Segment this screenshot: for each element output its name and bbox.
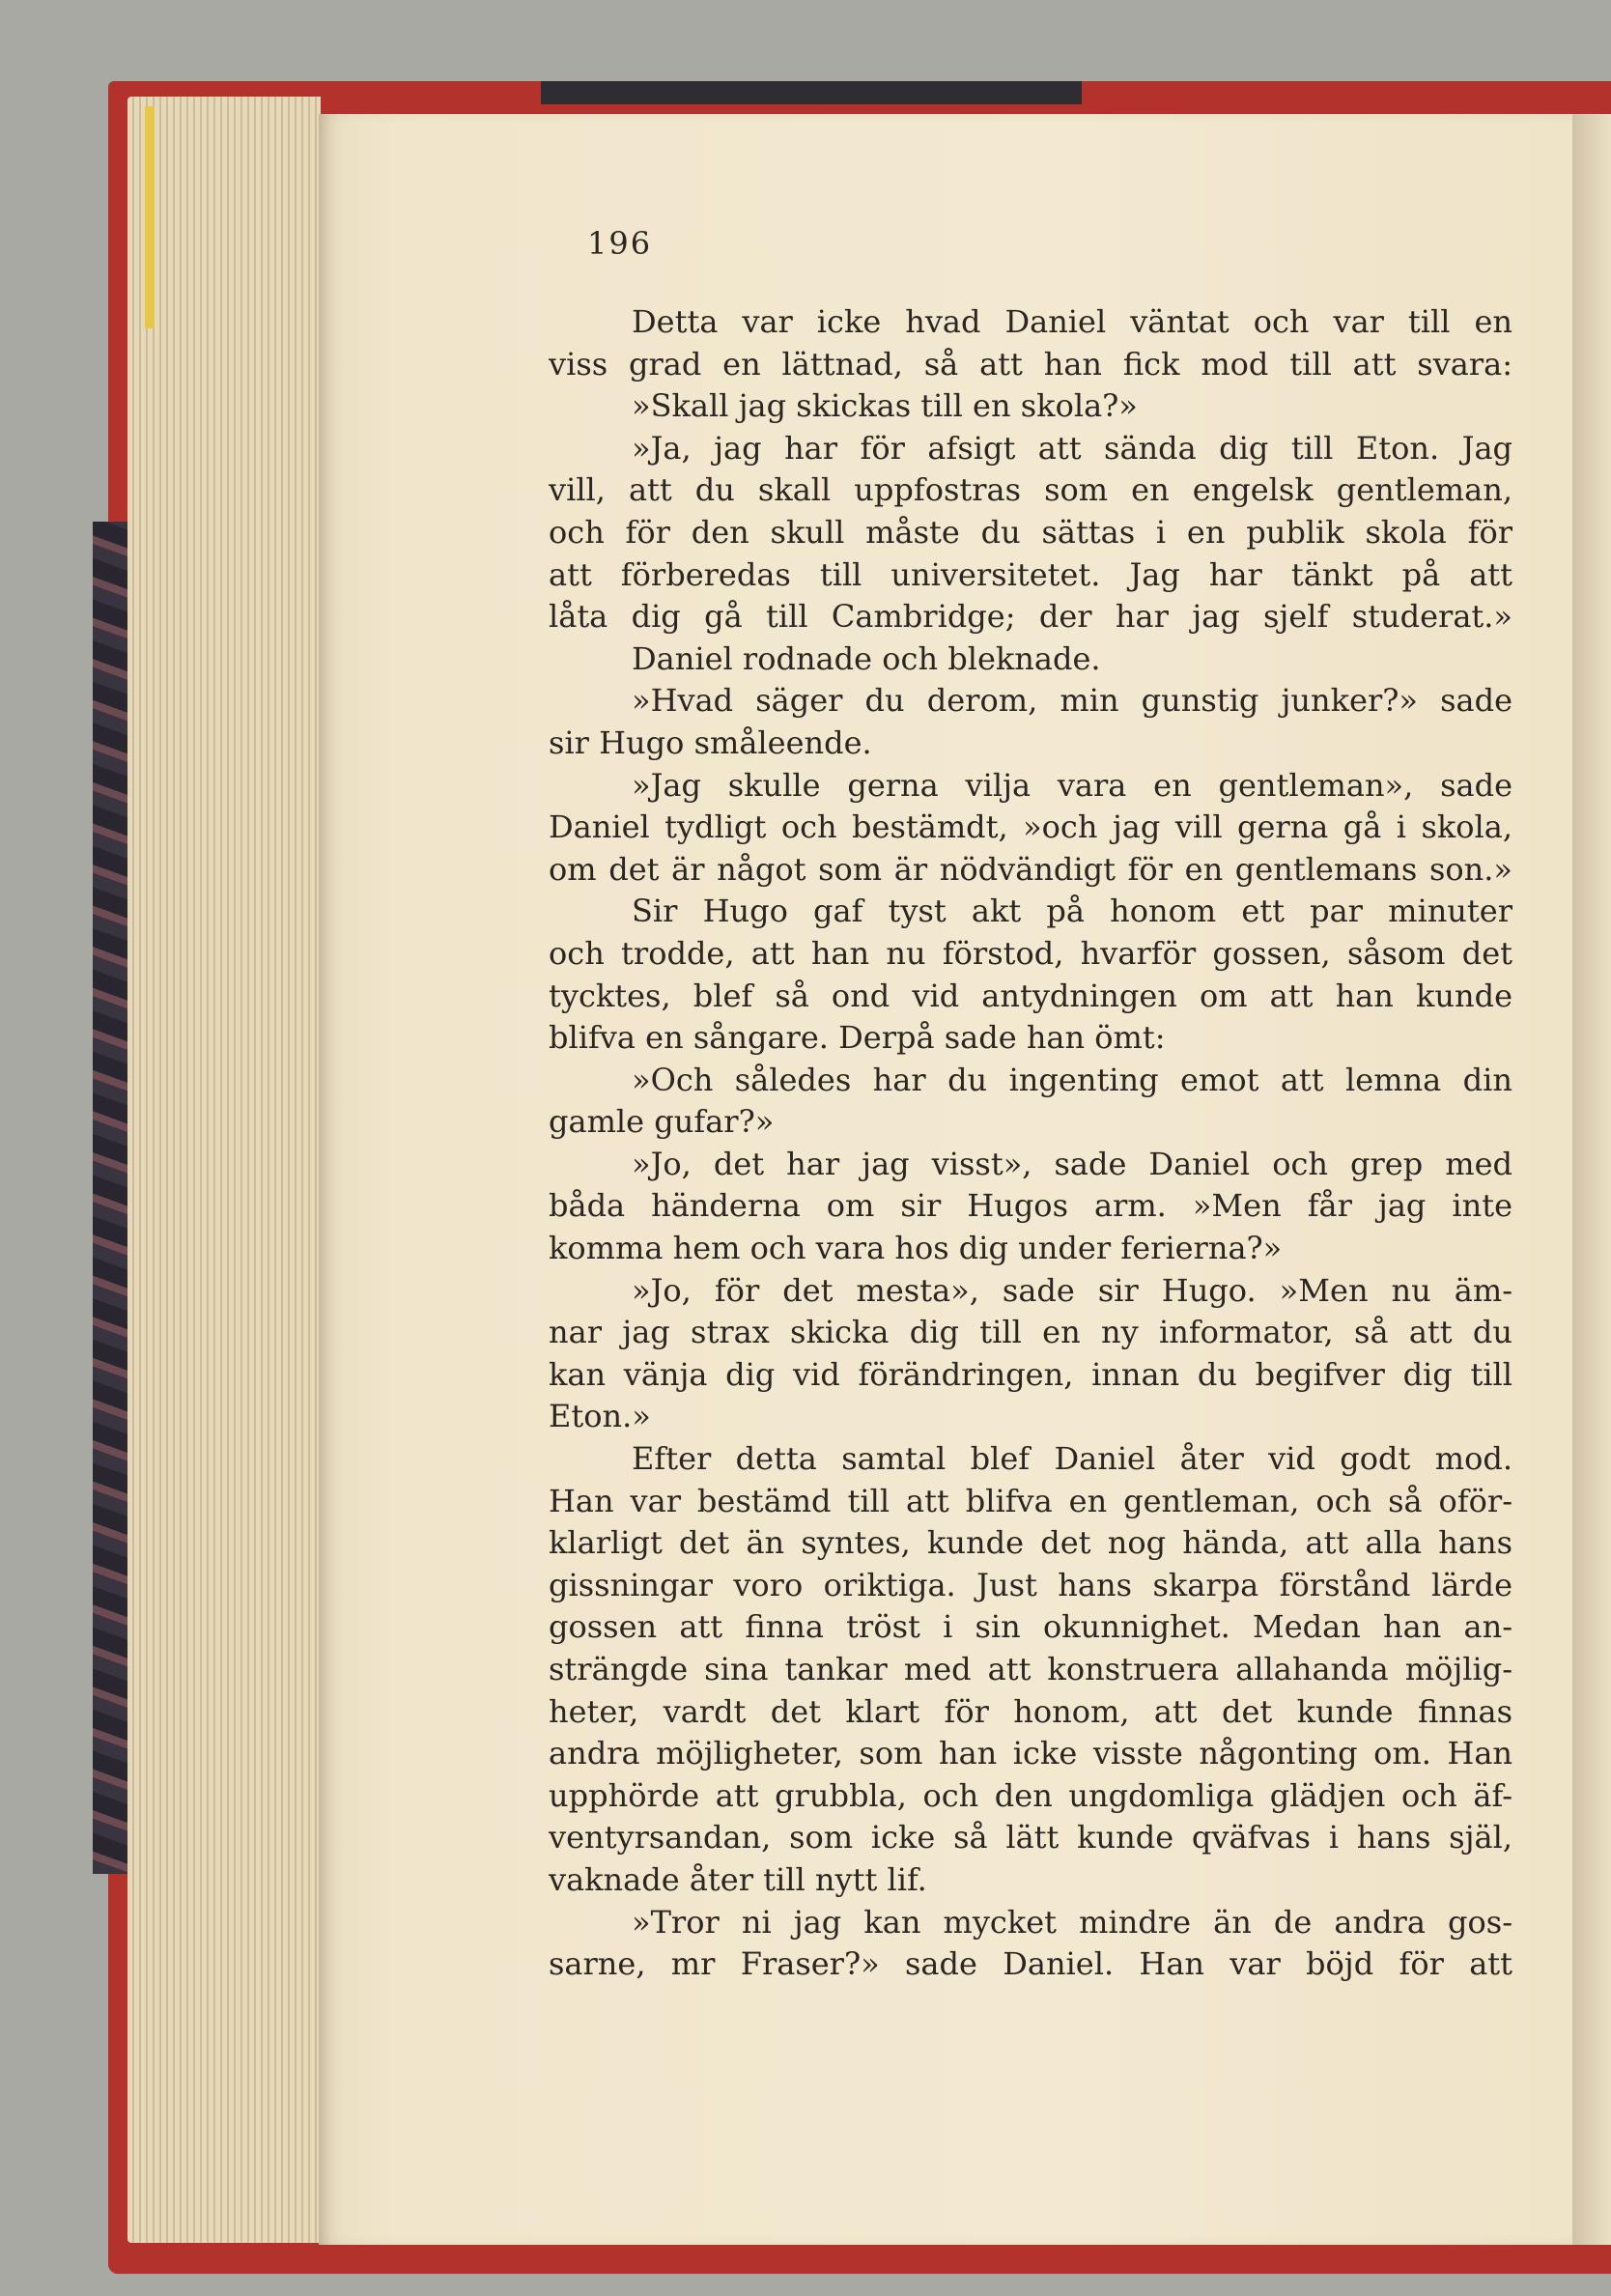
cover-band	[541, 81, 1082, 104]
text-line: »Jo, det har jag visst», sade Daniel och grep med	[632, 1145, 1512, 1182]
text-line: tycktes, blef så ond vid antydningen om att han kunde	[549, 977, 1512, 1014]
text-line: och för den skull måste du sättas i en publik skola för	[549, 513, 1512, 551]
text-line: Han var bestämd till att blifva en gentleman, och så oför-	[549, 1482, 1512, 1519]
text-line: »Jo, för det mesta», sade sir Hugo. »Men nu äm-	[632, 1271, 1512, 1309]
text-line: andra möjligheter, som han icke visste någonting om. Han	[549, 1735, 1512, 1772]
text-line: komma hem och vara hos dig under ferierna?»	[549, 1230, 1283, 1267]
text-line: gissningar voro oriktiga. Just hans skarpa förstånd lärde	[549, 1566, 1512, 1603]
text-line: »Och således har du ingenting emot att lemna din	[632, 1061, 1512, 1098]
text-line: klarligt det än syntes, kunde det nog hända, att alla hans	[549, 1524, 1512, 1562]
text-line: viss grad en lättnad, så att han fick mod till att svara:	[549, 345, 1512, 383]
text-line: Daniel tydligt och bestämdt, »och jag vill gerna gå i skola,	[549, 808, 1512, 846]
text-line: båda händerna om sir Hugos arm. »Men får jag inte	[549, 1187, 1512, 1225]
text-line: »Jag skulle gerna vilja vara en gentleman», sade	[632, 766, 1512, 804]
text-line: Daniel rodnade och bleknade.	[632, 639, 1101, 677]
text-line: »Tror ni jag kan mycket mindre än de andra gos-	[632, 1903, 1512, 1941]
text-line: om det är något som är nödvändigt för en gentlemans son.»	[549, 850, 1512, 888]
text-line: gossen att finna tröst i sin okunnighet. Medan han an-	[549, 1608, 1512, 1646]
body-text	[549, 301, 1512, 1986]
text-line: att förberedas till universitetet. Jag har tänkt på att	[549, 555, 1512, 593]
text-line: blifva en sångare. Derpå sade han ömt:	[549, 1019, 1166, 1057]
text-line: och trodde, att han nu förstod, hvarför gossen, såsom det	[549, 934, 1512, 972]
text-line: vill, att du skall uppfostras som en engelsk gentleman,	[549, 471, 1512, 509]
text-line: »Ja, jag har för afsigt att sända dig till Eton. Jag	[632, 429, 1512, 467]
bookmark-ribbon	[145, 106, 155, 328]
facing-page-edge	[1572, 114, 1611, 2245]
text-line: ventyrsandan, som icke så lätt kunde qväfvas i hans själ,	[549, 1819, 1512, 1857]
text-line: sarne, mr Fraser?» sade Daniel. Han var böjd för att	[549, 1945, 1512, 1983]
text-line: kan vänja dig vid förändringen, innan du begifver dig till	[549, 1355, 1512, 1393]
text-line: Eton.»	[549, 1398, 651, 1435]
text-line: Sir Hugo gaf tyst akt på honom ett par minuter	[632, 893, 1512, 930]
text-line: gamle gufar?»	[549, 1103, 775, 1141]
text-line: heter, vardt det klart för honom, att det kunde finnas	[549, 1692, 1512, 1730]
text-line: strängde sina tankar med att konstruera allahanda möjlig-	[549, 1651, 1512, 1687]
text-line: sir Hugo småleende.	[549, 723, 872, 761]
text-line: »Skall jag skickas till en skola?»	[632, 387, 1138, 425]
text-line: upphörde att grubbla, och den ungdomliga glädjen och äf-	[549, 1776, 1512, 1814]
text-line: vaknade åter till nytt lif.	[549, 1860, 927, 1898]
text-line: Efter detta samtal blef Daniel åter vid godt mod.	[632, 1440, 1512, 1478]
page-edges	[127, 97, 321, 2243]
page-number: 196	[587, 225, 653, 262]
text-line: »Hvad säger du derom, min gunstig junker?» sade	[632, 682, 1512, 720]
page-content	[549, 220, 1512, 2036]
marbled-board	[93, 522, 131, 1874]
text-line: nar jag strax skicka dig till en ny informator, så att du	[549, 1314, 1512, 1351]
text-line: Detta var icke hvad Daniel väntat och var till en	[632, 303, 1512, 340]
text-line: låta dig gå till Cambridge; der har jag sjelf studerat.»	[549, 598, 1512, 636]
